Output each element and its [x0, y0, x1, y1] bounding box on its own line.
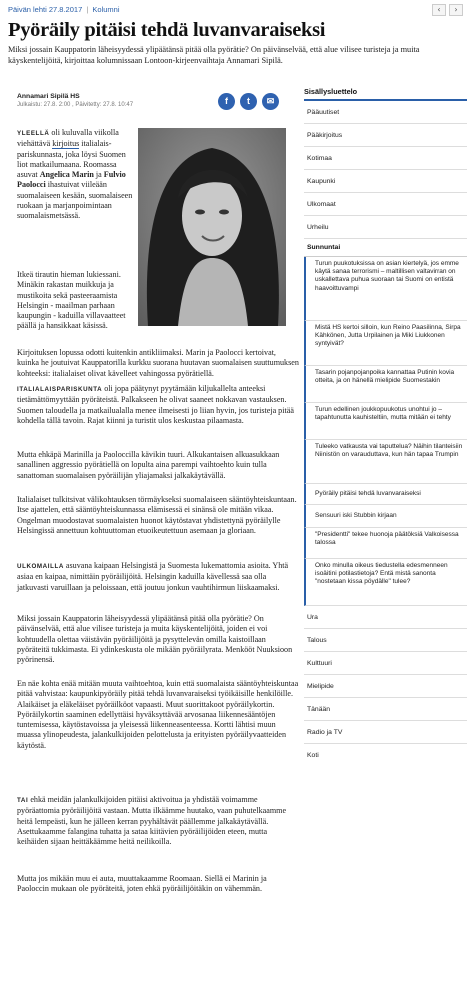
share-buttons	[218, 93, 279, 110]
paragraph-7	[17, 561, 299, 593]
paragraph-1	[17, 128, 135, 222]
paragraph-9: En näe kohta enää mitään muuta vaihtoehtoa, kuin että suomalaista sääntöyhteiskuntaa pitää vahvistaa: kaupunkipyöräily pitää tehdä luvanvaraiseksi työikäisille henkilöille. Alaikäiset ja eläkeläiset pyöräilköot vapaasti. Muut suorittakoot pyöräilykortin. Pyöräilykortin saaminen edellyttäisi hyväksyttävää arvosanaa liikennesääntöjen tuntemisessa, käytöstavoissa ja yleisessä liikenneasenteessa. Kortti lähtisi muun muassa ylinopeudesta, jalankulkijoiden pelottelusta ja erityisten pyöräilyvaatteiden käytöstä.	[17, 679, 299, 750]
author-photo	[138, 128, 286, 326]
facebook-icon: f	[225, 96, 228, 106]
paragraph-3: Kirjoituksen lopussa odotti kuitenkin antikliimaksi. Marin ja Paolocci kertoivat, kuinka he joutuivat Kauppatorilla kurkku suorana huutavan suomalaisen suuttumuksen kohteeksi: italialaiset olivat kävelleet vahingossa pyörätiellä.	[17, 348, 299, 378]
story-item[interactable]: Tuleeko vatkausta vai taputtelua? Näihin tilanteisiin Niinistön on varauduttava, kun hän tapaa Trumpin	[304, 440, 467, 484]
chevron-left-icon: ‹	[437, 5, 441, 14]
article-title: Pyöräily pitäisi tehdä luvanvaraiseksi	[8, 19, 326, 41]
top-bar	[8, 4, 463, 16]
person-name: Angelica Marin	[39, 170, 94, 180]
sidebar-item[interactable]: Koti	[307, 752, 319, 759]
sidebar-item[interactable]: Pääuutiset	[304, 101, 467, 124]
text: oli kuluvalla viikolla viehättävä	[17, 128, 119, 149]
paragraph-10	[17, 795, 299, 847]
sidebar-item[interactable]: Pääkirjoitus	[304, 124, 467, 147]
twitter-share-button[interactable]	[240, 93, 257, 110]
paragraph-8: Miksi jossain Kauppatorin läheisyydessä ylipäätänsä pitää olla pyörätie? On päivänselvää, että alue vilisee turisteja ja muita käyskentelijöitä, joiden ei voi kohtuudella olettaa väistävän pyöräilijöitä ja pysyttelevän omilla kaistoillaan pyöräteitä tukkimasta. Ei ydinkeskusta ole mikään pyöräilyrata. Menkööt Nuuksioon pyörinensä.	[17, 614, 293, 665]
text: italialaispariskunnasta, joka löysi Suomen liot matkailumaana. Roomassa asuvat	[17, 139, 126, 180]
sidebar-item[interactable]: Ulkomaat	[304, 193, 467, 216]
sidebar-item[interactable]: Kaupunki	[304, 170, 467, 193]
sidebar-item[interactable]: Ura	[304, 606, 467, 629]
article-lead: Miksi jossain Kauppatorin läheisyydessä ylipäätänsä pitää olla pyörätie? On päivänselvää, että alue vilisee turisteja ja muita käyskentelijöitä, kirjoittaa kolumnissaan Lontoon-kirjeenvaihtaja Annamari Sipilä.	[8, 45, 420, 65]
email-icon: ✉	[266, 96, 275, 106]
twitter-icon: t	[247, 96, 250, 106]
chevron-right-icon: ›	[454, 5, 458, 14]
paragraph-label: YLEELLÄ	[17, 130, 50, 137]
story-item[interactable]: Onko minulla oikeus tiedustella edesmenneen isoäitini potilastietoja? Entä mistä sanonta "nostetaan kissa pöydälle" tulee?	[304, 559, 467, 606]
table-of-contents	[304, 85, 467, 767]
paragraph-6: Italialaiset tulkitsivat välikohtauksen törmäykseksi suomalaiseen sääntöyhteiskuntaan. Itse ajattelen, että sääntöyhteiskunnassa elämisessä ei sinänsä ole mitään vikaa. Ongelman muodostavat suomalaisten huonot käytöstavat yhdistettynä pyöräilylle Helsingissä annettuun kohtuuttoman etuoikeutettuun asemaan ja gloriaan.	[17, 495, 297, 535]
breadcrumb-separator: |	[86, 5, 89, 14]
top-sections	[304, 101, 467, 239]
paragraph-11: Mutta jos mikään muu ei auta, muuttakaamme Roomaan. Siellä ei Marinin ja Paoloccin mukaan ole pyöräteitä, joten ehkä pyöräilijöitäkin on vähemmän.	[17, 874, 267, 894]
story-item[interactable]: Turun puukotuksissa on asian kiertelyä, jos emme käytä sanaa terrorismi – maltillisen valtavirran on uskallettava puhua suoraan tai Suomi on entistä haavoittuvampi	[304, 257, 467, 321]
text: ja	[93, 170, 104, 180]
story-item[interactable]: Sensuuri iski Stubbin kirjaan	[304, 505, 467, 528]
story-item[interactable]: Turun edellinen joukkopuukotus unohtui jo – tapahtunutta kauhisteltiin, mutta mitään ei tehty	[304, 403, 467, 440]
next-article-button[interactable]	[449, 4, 463, 16]
breadcrumb-paper[interactable]: Päivän lehti	[8, 5, 47, 14]
sidebar-title: Sisällysluettelo	[304, 85, 467, 101]
article-link[interactable]: kirjoitus	[52, 139, 80, 149]
sidebar-item[interactable]: Talous	[304, 629, 467, 652]
sunnuntai-stories	[304, 257, 467, 606]
paragraph-2: Itkeä tirautin hieman lukiessani. Minäkin rakastan muikkuja ja mustikoita sekä pasteeraamista Helsingin - maailman parhaan kaupungin - kaduilla villavaatteet päällä ja hansikkaat käsissä.	[17, 270, 126, 331]
person-name: Fulvio Paolocci	[17, 170, 126, 190]
text: ihastuivat viileään suomalaiseen kesään, suomalaiseen ruokaan ja marjanpoimintaan suomalaismetsässä.	[17, 180, 133, 221]
sidebar-item[interactable]: Kulttuuri	[304, 652, 467, 675]
breadcrumb-section[interactable]: Kolumni	[92, 5, 120, 14]
facebook-share-button[interactable]	[218, 93, 235, 110]
paragraph-label: ULKOMAILLA	[17, 563, 64, 570]
article-nav	[432, 4, 463, 16]
story-item[interactable]: "Presidentti" tekee huonoja päätöksiä Valkoisessa talossa	[304, 528, 467, 559]
paragraph-label: TAI	[17, 797, 29, 804]
bottom-sections	[304, 606, 467, 767]
sidebar-item[interactable]: Radio ja TV	[304, 721, 467, 744]
story-item[interactable]: Pyöräily pitäisi tehdä luvanvaraiseksi	[304, 484, 467, 505]
email-share-button[interactable]	[262, 93, 279, 110]
text: ehkä meidän jalankulkijoiden pitäisi aktivoitua ja yhdistää voimamme pyöräattomia pyöräilijöitä vastaan. Mutta ilkäämme huutako, vaan puhutelkaamme heitä lempeästi, kun he jälleen kerran pyyhältävät päällemme jalkakäytävällä. Asettukaamme falangina tuhatta ja sataa kiitävien pyöräilijöiden eteen, mutta keihäiden sijaan heittäkäämme heitä neilikoilla.	[17, 795, 287, 847]
breadcrumb-date[interactable]: 27.8.2017	[48, 5, 83, 14]
publish-dates: Julkaistu: 27.8. 2:00 , Päivitetty: 27.8. 10:47	[17, 102, 134, 108]
sidebar-item[interactable]: Urheilu	[304, 216, 467, 239]
author-portrait-image	[138, 128, 286, 326]
author-name: Annamari Sipilä HS	[17, 93, 80, 100]
paragraph-5: Mutta ehkäpä Marinilla ja Paoloccilla kävikin tuuri. Alkukantaisen alkuasukkaan sanallinen aggressio pyörätiellä on lopulta aina parempi vaihtoehto kuin tulla sanattoman suomalaisen pyöräilijän yliajamaksi jalkakäytävällä.	[17, 450, 280, 480]
text: asuvana kaipaan Helsingistä ja Suomesta lukemattomia asioita. Yhtä asiaa en kaipaa, nimittäin pyöräilijöitä. Helsingin kaduilla kävellessä saa olla jatkuvasti varuillaan ja peloissaan, että joutuu jonkun vauhtihirmun liiskaamaksi.	[17, 561, 289, 592]
story-item[interactable]: Mistä HS kertoi silloin, kun Reino Paasilinna, Sirpa Kähkönen, Jutta Urpilainen ja Miki Liukkonen syntyivät?	[304, 321, 467, 366]
text: oli jopa päätynyt pyytämään kiljukallelta anteeksi tietämättömyyttään pyöräteistä. Palkakseen he olivat saaneet nokkavan vastauksen. Suomen taloudella ja matkailualalla menee ilmeisesti jo liian hyvin, jos turisteja pitää kohdella tällä tavoin. Rajat kiinni ja turistit ulos keskustaa pilaamasta.	[17, 384, 294, 425]
sidebar-item[interactable]: Kotimaa	[304, 147, 467, 170]
prev-article-button[interactable]	[432, 4, 446, 16]
breadcrumb	[8, 4, 463, 16]
sidebar-item[interactable]: Mielipide	[304, 675, 467, 698]
paragraph-label: ITALIALAISPARISKUNTA	[17, 386, 103, 393]
sidebar-item[interactable]: Tänään	[304, 698, 467, 721]
paragraph-4	[17, 384, 299, 426]
sunnuntai-section-title[interactable]: Sunnuntai	[304, 239, 467, 257]
story-item[interactable]: Tasarin pojanpojanpoika kannattaa Putinin kovia otteita, ja on hänellä mielipide Suomestakin	[304, 366, 467, 403]
